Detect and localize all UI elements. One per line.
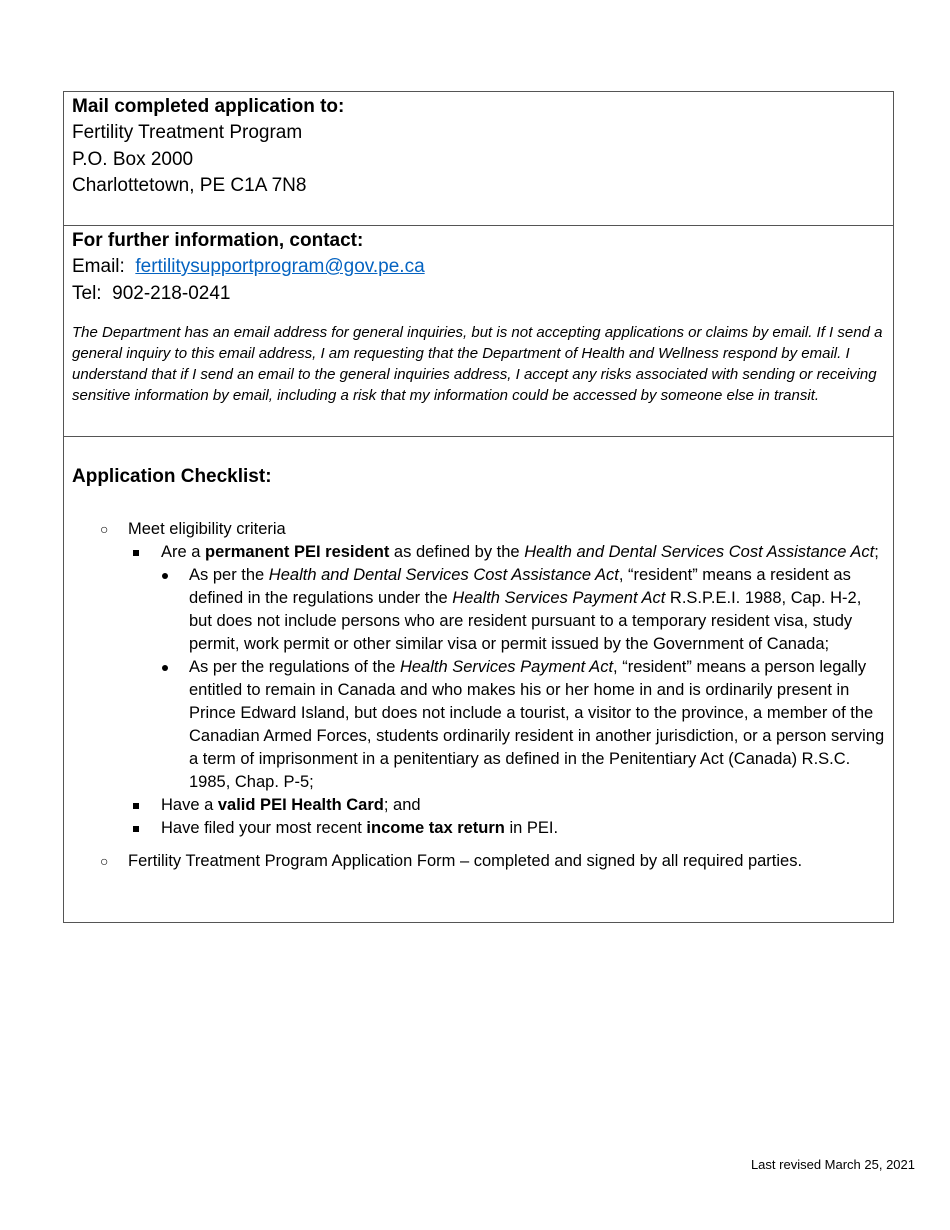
tel-label: Tel:: [72, 282, 102, 304]
criterion-text: ;: [874, 543, 879, 561]
definition-text: As per the regulations of the: [189, 658, 400, 676]
definition-2: [161, 656, 885, 794]
info-box: [63, 91, 894, 923]
mail-heading: Mail completed application to:: [72, 96, 345, 117]
item-eligibility-label: Meet eligibility criteria: [128, 520, 286, 538]
criterion-text: Have a: [161, 796, 218, 814]
criterion-tax-return: [128, 817, 885, 840]
criterion-bold: permanent PEI resident: [205, 543, 390, 561]
definition-text: As per the: [189, 566, 269, 584]
checklist-title: Application Checklist:: [72, 466, 272, 487]
square-bullet-icon: [133, 550, 139, 556]
criterion-text: ; and: [383, 796, 421, 814]
definition-text: , “resident” means a resident as defined in the regulations under the: [189, 566, 851, 607]
definition-text: , “resident” means a person legally entitled to remain in Canada and who makes his or her home in and is ordinarily present in Prince Edward Island, but does not include a tourist, a visitor to the province, a member of the Canadian Armed Forces, students ordinarily resident in another jurisdiction, or a person serving a term of imprisonment in a penitentiary as defined in the Penitentiary Act (Canada) R.S.C. 1985, Chap. P-5;: [189, 658, 885, 791]
dot-bullet-icon: [162, 573, 168, 579]
email-label: Email:: [72, 256, 125, 277]
circle-bullet-icon: ○: [100, 853, 109, 869]
mail-program: Fertility Treatment Program: [72, 122, 303, 143]
dot-bullet-icon: [162, 665, 168, 671]
act-name: Health and Dental Services Cost Assistance Act: [268, 566, 619, 584]
square-bullet-icon: [133, 826, 139, 832]
tel-number: 902-218-0241: [112, 282, 231, 304]
mailing-section: [64, 92, 893, 225]
act-name: Health and Dental Services Cost Assistance Act: [524, 543, 875, 561]
criterion-text: Have filed your most recent: [161, 819, 367, 837]
email-link[interactable]: fertilitysupportprogram@gov.pe.ca: [135, 256, 425, 277]
checklist: [72, 518, 885, 873]
act-name: Health Services Payment Act: [399, 658, 614, 676]
definition-text: R.S.P.E.I. 1988, Cap. H-2, but does not include persons who are resident pursuant to a temporary resident visa, study permit, work permit or other similar visa or permit issued by the Government of Canada;: [189, 589, 862, 653]
checklist-item-eligibility: [72, 518, 885, 840]
email-line: [72, 254, 885, 281]
tel-line: [72, 281, 885, 308]
mail-city: Charlottetown, PE C1A 7N8: [72, 175, 307, 196]
act-name: Health Services Payment Act: [452, 589, 666, 607]
contact-heading: For further information, contact:: [72, 230, 364, 251]
contact-section: [64, 225, 893, 436]
checklist-section: [64, 436, 893, 922]
eligibility-criteria-list: [128, 541, 885, 840]
circle-bullet-icon: ○: [100, 521, 109, 537]
square-bullet-icon: [133, 803, 139, 809]
criterion-text: Are a: [161, 543, 206, 561]
criterion-resident: [128, 541, 885, 794]
resident-definitions: [161, 564, 885, 794]
checklist-item-application-form: [72, 850, 885, 873]
criterion-text: as defined by the: [389, 543, 525, 561]
criterion-bold: valid PEI Health Card: [217, 796, 384, 814]
criterion-health-card: [128, 794, 885, 817]
last-revised: Last revised March 25, 2021: [750, 1157, 915, 1172]
email-disclaimer: The Department has an email address for general inquiries, but is not accepting applications or claims by email. If I send a general inquiry to this email address, I am requesting that the Department of Health and Wellness respond by email. I understand that if I send an email to the general inquiries address, I accept any risks associated with sending or receiving sensitive information by email, including a risk that my information could be accessed by someone else in transit.: [72, 324, 883, 404]
criterion-bold: income tax return: [366, 819, 505, 837]
definition-1: [161, 564, 885, 656]
criterion-text: in PEI.: [504, 819, 559, 837]
item-form-label: Fertility Treatment Program Application Form – completed and signed by all required parties.: [128, 852, 803, 870]
mail-po-box: P.O. Box 2000: [72, 148, 194, 170]
